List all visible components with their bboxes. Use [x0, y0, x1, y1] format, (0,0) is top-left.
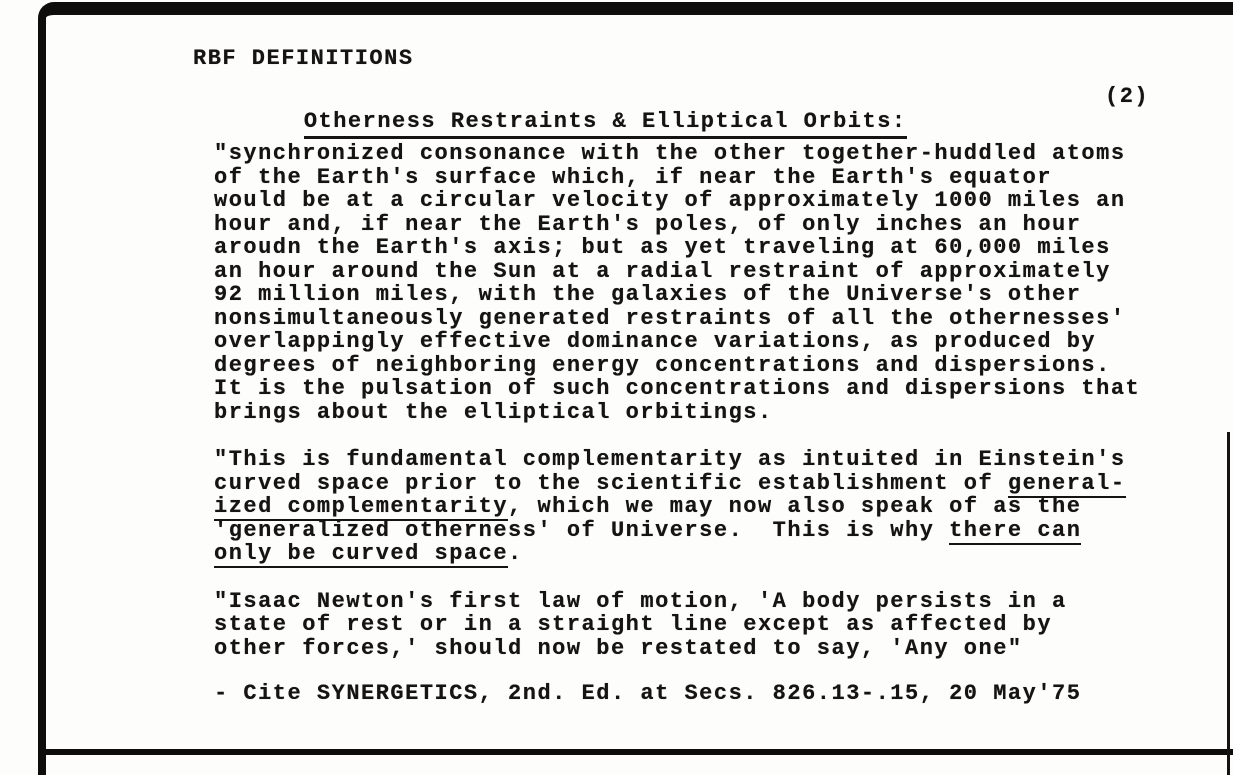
citation-line: - Cite SYNERGETICS, 2nd. Ed. at Secs. 826.13-.15, 20 May'75 — [214, 681, 1082, 706]
right-rule — [1227, 432, 1230, 775]
text-line: hour and, if near the Earth's poles, of only inches an hour — [214, 211, 1082, 237]
text-line: curved space prior to the scientific establishment of general- — [214, 470, 1126, 496]
page-number: (2) — [1105, 84, 1150, 109]
paragraph — [214, 142, 1140, 424]
text-line: 'generalized otherness' of Universe. This is why there can — [214, 517, 1082, 543]
text-line: "This is fundamental complementarity as intuited in Einstein's — [214, 447, 1126, 472]
text-line: an hour around the Sun at a radial restraint of approximately — [214, 258, 1111, 284]
text-line: "synchronized consonance with the other together-huddled atoms — [214, 141, 1126, 166]
text-line: overlappingly effective dominance variations, as produced by — [214, 329, 1097, 354]
document-header: RBF DEFINITIONS — [193, 46, 414, 71]
text-line: state of rest or in a straight line except as affected by — [214, 612, 1053, 637]
text-line: of the Earth's surface which, if near the Earth's equator — [214, 164, 1053, 190]
text-line: degrees of neighboring energy concentrations and dispersions. — [214, 352, 1111, 378]
text-line: It is the pulsation of such concentrations and dispersions that — [214, 376, 1141, 401]
paragraph — [214, 448, 1140, 566]
body-text — [214, 142, 1140, 684]
text-line: ized complementarity, which we may now also speak of as the — [214, 494, 1082, 519]
text-line: 92 million miles, with the galaxies of the Universe's other — [214, 282, 1082, 307]
bottom-rule — [44, 749, 1233, 755]
text-line: nonsimultaneously generated restraints of all the othernesses' — [214, 305, 1126, 331]
text-line: would be at a circular velocity of approximately 1000 miles an — [214, 188, 1126, 213]
text-line: aroudn the Earth's axis; but as yet traveling at 60,000 miles — [214, 235, 1111, 260]
paragraph — [214, 590, 1140, 661]
section-title: Otherness Restraints & Elliptical Orbits: — [304, 109, 907, 139]
text-line: brings about the elliptical orbitings. — [214, 399, 773, 425]
text-line: only be curved space. — [214, 541, 523, 566]
text-line: other forces,' should now be restated to say, 'Any one" — [214, 635, 1023, 661]
text-line: "Isaac Newton's first law of motion, 'A body persists in a — [214, 588, 1067, 614]
